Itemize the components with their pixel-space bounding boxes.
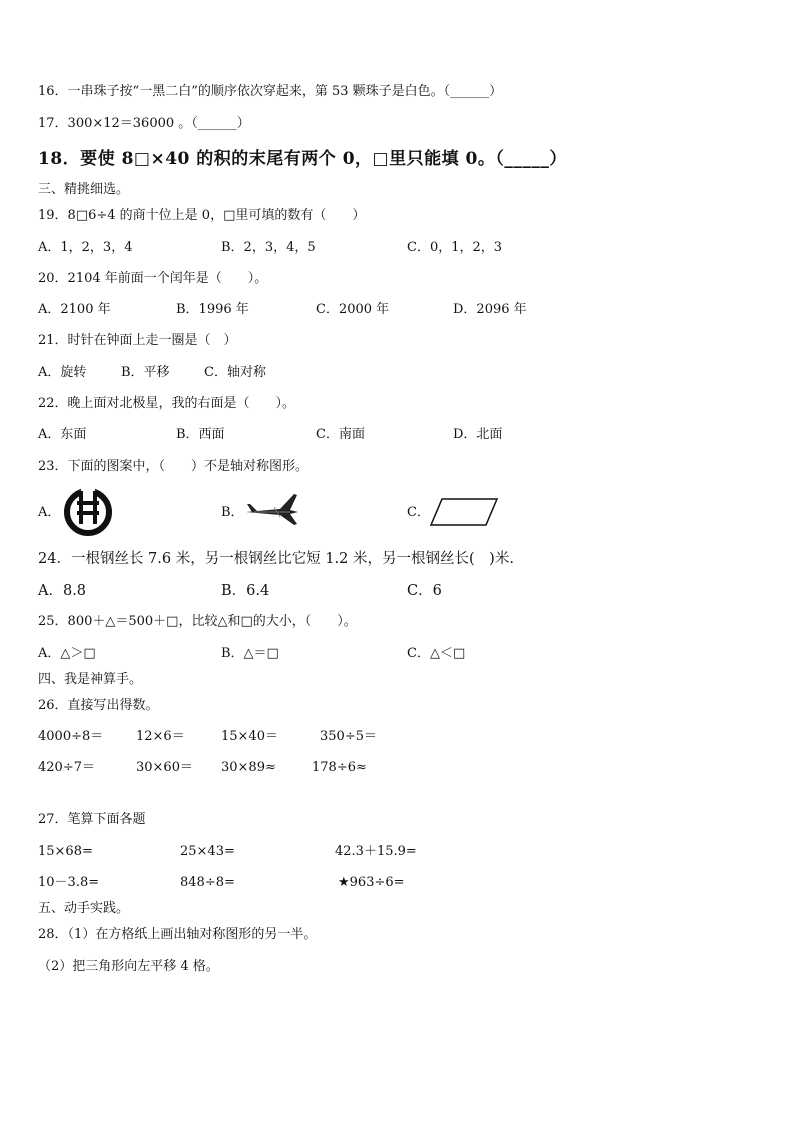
q19-option-c: C．0，1，2，3 (407, 240, 503, 255)
question-26-stem: 26．直接写出得数。 (38, 698, 159, 713)
question-16: 16．一串珠子按“一黑二白”的顺序依次穿起来，第 53 颗珠子是白色。（______） (38, 84, 503, 99)
parallelogram-icon (428, 496, 500, 528)
q25-option-a: A．△＞□ (38, 646, 96, 661)
q22-option-b: B．西面 (176, 427, 225, 442)
q26-r2-c1: 420÷7＝ (38, 760, 95, 775)
q19-option-b: B．2，3，4，5 (221, 240, 316, 255)
question-25-stem: 25．800＋△＝500＋□，比较△和□的大小，（ ）。 (38, 614, 357, 629)
q22-option-c: C．南面 (316, 427, 365, 442)
q23-option-b: B． (221, 505, 244, 520)
q22-option-a: A．东面 (38, 427, 87, 442)
q27-r2-c3: ★963÷6= (338, 875, 405, 890)
q26-r2-c2: 30×60＝ (136, 760, 193, 775)
q21-option-b: B．平移 (121, 365, 170, 380)
q26-r1-c1: 4000÷8＝ (38, 729, 104, 744)
q24-option-c: C．6 (407, 583, 442, 599)
q23-option-c: C． (407, 505, 430, 520)
q20-option-d: D．2096 年 (453, 302, 527, 317)
q25-option-b: B．△＝□ (221, 646, 279, 661)
q26-r1-c2: 12×6＝ (136, 729, 185, 744)
question-27-stem: 27．笔算下面各题 (38, 812, 146, 827)
q24-option-b: B．6.4 (221, 583, 270, 599)
question-28-part-1: 28．（1）在方格纸上画出轴对称图形的另一半。 (38, 927, 317, 942)
q25-option-c: C．△＜□ (407, 646, 466, 661)
question-23-stem: 23．下面的图案中，（ ）不是轴对称图形。 (38, 459, 309, 474)
q24-option-a: A．8.8 (38, 583, 87, 599)
q19-option-a: A．1，2，3，4 (38, 240, 133, 255)
section-5-title: 五、动手实践。 (38, 901, 130, 916)
airplane-icon (244, 489, 300, 527)
bank-logo-icon (61, 487, 115, 537)
question-24-stem: 24．一根钢丝长 7.6 米，另一根钢丝比它短 1.2 米，另一根钢丝长( )米. (38, 551, 514, 567)
question-17: 17．300×12＝36000 。（______） (38, 116, 250, 131)
q26-r2-c4: 178÷6≈ (312, 760, 367, 775)
question-21-stem: 21．时针在钟面上走一圈是（ ） (38, 333, 237, 348)
question-20-stem: 20．2104 年前面一个闰年是（ ）。 (38, 271, 268, 286)
q27-r2-c1: 10－3.8= (38, 875, 100, 890)
q20-option-b: B．1996 年 (176, 302, 249, 317)
q21-option-a: A．旋转 (38, 365, 87, 380)
question-22-stem: 22．晚上面对北极星，我的右面是（ ）。 (38, 396, 296, 411)
section-4-title: 四、我是神算手。 (38, 672, 143, 687)
q22-option-d: D．北面 (453, 427, 503, 442)
q26-r2-c3: 30×89≈ (221, 760, 276, 775)
question-18: 18．要使 8□×40 的积的末尾有两个 0，□里只能填 0。（_____） (38, 149, 567, 169)
section-3-title: 三、精挑细选。 (38, 182, 130, 197)
q20-option-c: C．2000 年 (316, 302, 390, 317)
q23-option-a: A． (38, 505, 61, 520)
q20-option-a: A．2100 年 (38, 302, 111, 317)
question-19-stem: 19．8□6÷4 的商十位上是 0，□里可填的数有（ ） (38, 208, 366, 223)
q21-option-c: C．轴对称 (204, 365, 266, 380)
q26-r1-c3: 15×40＝ (221, 729, 278, 744)
q27-r1-c1: 15×68= (38, 844, 93, 859)
q27-r1-c2: 25×43= (180, 844, 235, 859)
q26-r1-c4: 350÷5＝ (320, 729, 377, 744)
q27-r2-c2: 848÷8= (180, 875, 235, 890)
q27-r1-c3: 42.3＋15.9= (335, 844, 417, 859)
question-28-part-2: （2）把三角形向左平移 4 格。 (38, 959, 219, 974)
